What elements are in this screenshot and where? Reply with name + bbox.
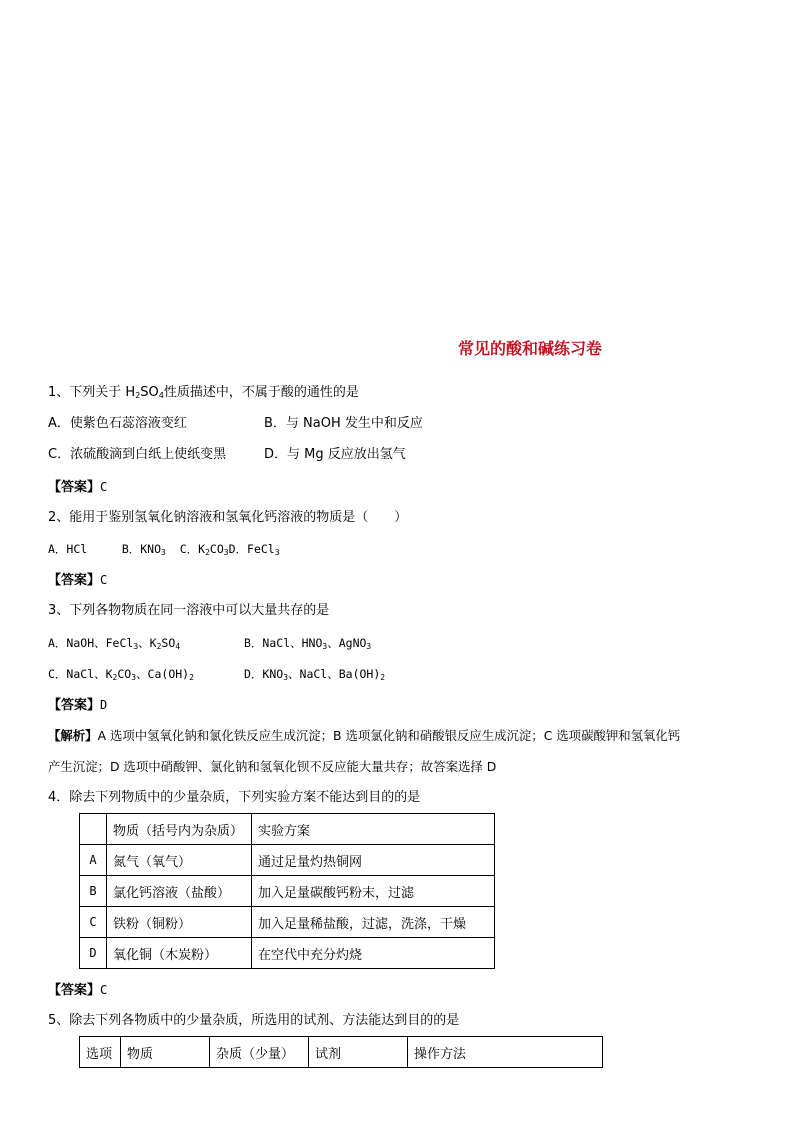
table-cell: D [80, 938, 107, 969]
q1-option-a: A．使紫色石蕊溶液变红 [48, 416, 187, 431]
table-header-row [80, 1037, 603, 1068]
table-header-cell: 试剂 [309, 1037, 408, 1068]
q1-option-b: B．与 NaOH 发生中和反应 [264, 416, 423, 431]
table-cell: C [80, 907, 107, 938]
q3-analysis-line1: 【解析】A 选项中氢氧化钠和氯化铁反应生成沉淀；B 选项氯化钠和硝酸银反应生成沉淀；C 选项碳酸钾和氢氧化钙 [48, 728, 681, 743]
table-header-cell: 物质（括号内为杂质） [107, 814, 252, 845]
q1-answer: 【答案】C [48, 480, 108, 495]
q4-stem: 4．除去下列物质中的少量杂质，下列实验方案不能达到目的的是 [48, 790, 421, 805]
q2-stem: 2、能用于鉴别氢氧化钠溶液和氢氧化钙溶液的物质是（ ） [48, 510, 408, 525]
q5-table [79, 1036, 603, 1068]
q5-stem: 5、除去下列各物质中的少量杂质，所选用的试剂、方法能达到目的的是 [48, 1013, 460, 1028]
table-cell: 通过足量灼热铜网 [252, 845, 495, 876]
table-header-cell: 物质 [121, 1037, 210, 1068]
table-header-cell: 杂质（少量） [210, 1037, 309, 1068]
table-header-row [80, 814, 495, 845]
q1-option-d: D．与 Mg 反应放出氢气 [264, 447, 406, 462]
q2-answer: 【答案】C [48, 573, 108, 588]
q3-option-d: D．$KNO_3$、NaCl、$Ba(OH)_2$ [244, 667, 386, 682]
table-row [80, 907, 495, 938]
q2-options: A．HCl B．$KNO_3$ C．$K_2CO_3D$．FeCl$_3$ [48, 542, 280, 557]
q4-table [79, 813, 495, 969]
table-header-cell [80, 814, 107, 845]
table-row [80, 938, 495, 969]
q4-answer: 【答案】C [48, 983, 108, 998]
q3-option-b: B．NaCl、$HNO_3$、AgNO$_3$ [244, 636, 372, 651]
table-row [80, 845, 495, 876]
q3-stem: 3、下列各物物质在同一溶液中可以大量共存的是 [48, 603, 330, 618]
table-header-cell: 选项 [80, 1037, 121, 1068]
table-cell: 氧化铜（木炭粉） [107, 938, 252, 969]
table-cell: 氯化钙溶液（盐酸） [107, 876, 252, 907]
table-cell: 加入足量碳酸钙粉末，过滤 [252, 876, 495, 907]
table-cell: 在空代中充分灼烧 [252, 938, 495, 969]
q3-answer: 【答案】D [48, 698, 108, 713]
q3-option-a: A．NaOH、FeCl$_3$、$K_2SO_4$ [48, 636, 181, 651]
q3-option-c: C．NaCl、$K_2CO_3$、$Ca(OH)_2$ [48, 667, 194, 682]
table-cell: B [80, 876, 107, 907]
document-title: 常见的酸和碱练习卷 [458, 339, 603, 358]
table-header-cell: 操作方法 [408, 1037, 603, 1068]
table-cell: 加入足量稀盐酸，过滤，洗涤，干燥 [252, 907, 495, 938]
table-header-cell: 实验方案 [252, 814, 495, 845]
q3-analysis-line2: 产生沉淀；D 选项中硝酸钾、氯化钠和氢氧化钡不反应能大量共存；故答案选择 D [48, 759, 497, 774]
table-cell: 氮气（氧气） [107, 845, 252, 876]
table-row [80, 876, 495, 907]
table-cell: A [80, 845, 107, 876]
table-cell: 铁粉（铜粉） [107, 907, 252, 938]
q1-option-c: C．浓硫酸滴到白纸上使纸变黑 [48, 447, 227, 462]
q1-stem: 1、下列关于 $H_2SO_4$性质描述中，不属于酸的通性的是 [48, 385, 359, 400]
